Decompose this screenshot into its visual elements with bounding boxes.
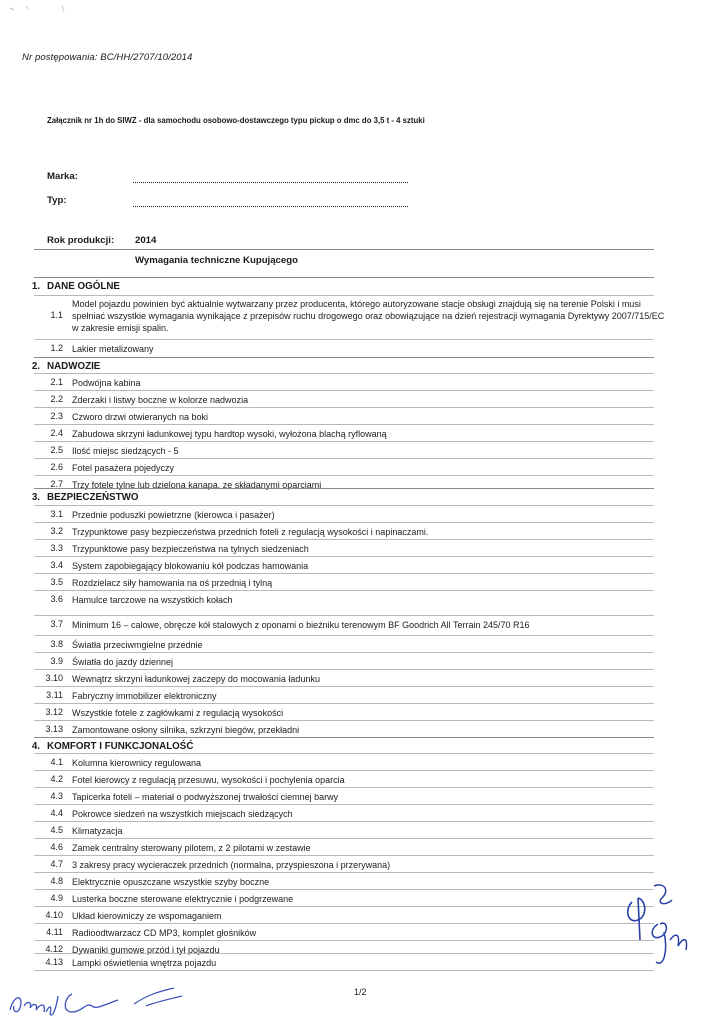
type-dotted-line	[133, 205, 408, 207]
row-divider	[34, 872, 654, 873]
row-divider	[34, 970, 654, 971]
item-number: 2.4	[50, 428, 63, 438]
item-text: Rozdzielacz siły hamowania na oś przednią i tylną	[72, 578, 273, 588]
item-text: Zamek centralny sterowany pilotem, z 2 pilotami w zestawie	[72, 843, 311, 853]
item-number: 4.9	[50, 893, 63, 903]
item-text: Układ kierowniczy ze wspomaganiem	[72, 911, 222, 921]
row-divider	[34, 590, 654, 591]
section-divider	[34, 488, 654, 489]
item-text: Wewnątrz skrzyni ładunkowej zaczepy do mocowania ładunku	[72, 674, 320, 684]
item-number: 3.9	[50, 656, 63, 666]
row-divider	[34, 424, 654, 425]
item-number: 2.5	[50, 445, 63, 455]
row-divider	[34, 458, 654, 459]
item-text: Model pojazdu powinien być aktualnie wytwarzany przez producenta, którego autoryzowane stacje obsługi znajdują się na terenie Polski i musi spełniać wszystkie wymagania wynikające z przepisów ruchu drogowego oraz obowiązujące na dzień rejestracji wymagania Dyrektywy 2007/715/EC w zakresie emisji spalin.	[72, 299, 665, 334]
item-number: 2.3	[50, 411, 63, 421]
item-text: Lusterka boczne sterowane elektrycznie i podgrzewane	[72, 894, 294, 904]
item-text: Fabryczny immobilizer elektroniczny	[72, 691, 217, 701]
item-text: Wszystkie fotele z zagłówkami z regulacją wysokości	[72, 708, 284, 718]
item-number: 3.1	[50, 509, 63, 519]
reference-number: Nr postępowania: BC/HH/2707/10/2014	[22, 52, 193, 63]
row-divider	[34, 953, 654, 954]
item-text: Ilość miejsc siedzących - 5	[72, 446, 179, 456]
row-divider	[34, 390, 654, 391]
section-title: NADWOZIE	[47, 361, 101, 372]
item-number: 4.2	[50, 774, 63, 784]
item-number: 4.12	[45, 944, 63, 954]
item-number: 3.5	[50, 577, 63, 587]
row-divider	[34, 669, 654, 670]
row-divider	[34, 686, 654, 687]
item-number: 1.2	[50, 343, 63, 353]
row-divider	[34, 855, 654, 856]
section-title: DANE OGÓLNE	[47, 281, 120, 292]
item-number: 4.7	[50, 859, 63, 869]
item-number: 2.7	[50, 479, 63, 489]
brand-dotted-line	[133, 181, 408, 183]
document-title: Załącznik nr 1h do SIWZ - dla samochodu osobowo-dostawczego typu pickup o dmc do 3,5 t - 4 sztuki	[47, 116, 425, 125]
scan-marks	[8, 2, 78, 22]
item-text: Światła do jazdy dziennej	[72, 657, 174, 667]
section-title: KOMFORT I FUNKCJONALOŚĆ	[47, 741, 194, 752]
item-number: 3.4	[50, 560, 63, 570]
item-number: 3.3	[50, 543, 63, 553]
year-value: 2014	[135, 235, 157, 246]
row-divider	[34, 940, 654, 941]
item-number: 4.11	[46, 927, 63, 937]
item-text: Fotel pasażera pojedyczy	[72, 463, 175, 473]
item-text: Zderzaki i listwy boczne w kolorze nadwozia	[72, 395, 249, 405]
item-number: 3.2	[50, 526, 63, 536]
item-number: 3.11	[46, 690, 63, 700]
row-divider	[34, 906, 654, 907]
row-divider	[34, 556, 654, 557]
row-divider	[34, 804, 654, 805]
section-number: 2.	[31, 361, 40, 372]
row-divider	[34, 441, 654, 442]
item-text: Trzypunktowe pasy bezpieczeństwa przednich foteli z regulacją wysokości i napinaczami.	[72, 527, 429, 537]
item-text: 3 zakresy pracy wycieraczek przednich (normalna, przyspieszona i przerywana)	[72, 860, 391, 870]
row-divider	[34, 753, 654, 754]
item-text: Kolumna kierownicy regulowana	[72, 758, 202, 768]
section-number: 4.	[31, 741, 40, 752]
handwritten-initials-signature	[618, 880, 698, 975]
section-divider	[34, 357, 654, 358]
row-divider	[34, 652, 654, 653]
section-number: 1.	[31, 281, 40, 292]
item-number: 2.6	[50, 462, 63, 472]
item-text: Światła przeciwmgielne przednie	[72, 640, 203, 650]
requirements-title: Wymagania techniczne Kupującego	[135, 255, 298, 266]
brand-label: Marka:	[47, 171, 78, 182]
item-number: 3.10	[45, 673, 63, 683]
row-divider	[34, 522, 654, 523]
item-text: Lakier metalizowany	[72, 344, 154, 354]
section-divider	[34, 277, 654, 278]
item-text: Pokrowce siedzeń na wszystkich miejscach siedzących	[72, 809, 293, 819]
item-text: Przednie poduszki powietrzne (kierowca i pasażer)	[72, 510, 275, 520]
item-number: 4.10	[45, 910, 63, 920]
row-divider	[34, 373, 654, 374]
row-divider	[34, 573, 654, 574]
section-title: BEZPIECZEŃSTWO	[47, 492, 139, 503]
item-number: 4.5	[50, 825, 63, 835]
row-divider	[34, 615, 654, 616]
section-divider	[34, 737, 654, 738]
item-number: 4.1	[50, 757, 63, 767]
item-text: Elektrycznie opuszczane wszystkie szyby boczne	[72, 877, 270, 887]
item-text: Podwójna kabina	[72, 378, 141, 388]
item-text: Klimatyzacja	[72, 826, 123, 836]
row-divider	[34, 539, 654, 540]
item-number: 2.1	[50, 377, 63, 387]
item-number: 3.8	[50, 639, 63, 649]
item-text: Trzy fotele tylne lub dzielona kanapa, ze składanymi oparciami	[72, 480, 322, 490]
item-number: 4.4	[50, 808, 63, 818]
row-divider	[34, 770, 654, 771]
handwritten-signature	[6, 982, 186, 1022]
page-number: 1/2	[354, 987, 367, 997]
item-number: 3.6	[50, 594, 63, 604]
item-text: Hamulce tarczowe na wszystkich kołach	[72, 595, 233, 605]
item-number: 3.7	[50, 619, 63, 629]
item-text: Lampki oświetlenia wnętrza pojazdu	[72, 958, 217, 968]
item-text: Tapicerka foteli – materiał o podwyższonej trwałości ciemnej barwy	[72, 792, 339, 802]
row-divider	[34, 821, 654, 822]
item-text: Fotel kierowcy z regulacją przesuwu, wysokości i pochylenia oparcia	[72, 775, 345, 785]
row-divider	[34, 838, 654, 839]
item-text: Dywaniki gumowe przód i tył pojazdu	[72, 945, 220, 955]
year-label: Rok produkcji:	[47, 235, 115, 246]
item-number: 3.13	[45, 724, 63, 734]
item-text: Radioodtwarzacz CD MP3, komplet głośników	[72, 928, 257, 938]
row-divider	[34, 295, 654, 296]
row-divider	[34, 407, 654, 408]
item-text: Minimum 16 – calowe, obręcze kół stalowych z oponami o bieżniku terenowym BF Goodrich All Terrain 245/70 R16	[72, 620, 530, 630]
row-divider	[34, 787, 654, 788]
item-text: System zapobiegający blokowaniu kół podczas hamowania	[72, 561, 309, 571]
item-number: 4.8	[50, 876, 63, 886]
row-divider	[34, 475, 654, 476]
section-number: 3.	[31, 492, 40, 503]
item-number: 4.3	[50, 791, 63, 801]
row-divider	[34, 720, 654, 721]
item-text: Czworo drzwi otwieranych na boki	[72, 412, 209, 422]
type-label: Typ:	[47, 195, 67, 206]
item-text: Zamontowane osłony silnika, szkrzyni biegów, przekładni	[72, 725, 300, 735]
item-number: 2.2	[50, 394, 63, 404]
row-divider	[34, 505, 654, 506]
row-divider	[34, 339, 654, 340]
row-divider	[34, 889, 654, 890]
row-divider	[34, 923, 654, 924]
divider	[34, 249, 654, 250]
item-number: 4.13	[45, 957, 63, 967]
row-divider	[34, 703, 654, 704]
item-number: 4.6	[50, 842, 63, 852]
item-text: Trzypunktowe pasy bezpieczeństwa na tylnych siedzeniach	[72, 544, 309, 554]
item-text: Zabudowa skrzyni ładunkowej typu hardtop wysoki, wyłożona blachą ryflowaną	[72, 429, 387, 439]
item-number: 3.12	[45, 707, 63, 717]
item-number: 1.1	[50, 310, 63, 320]
row-divider	[34, 635, 654, 636]
